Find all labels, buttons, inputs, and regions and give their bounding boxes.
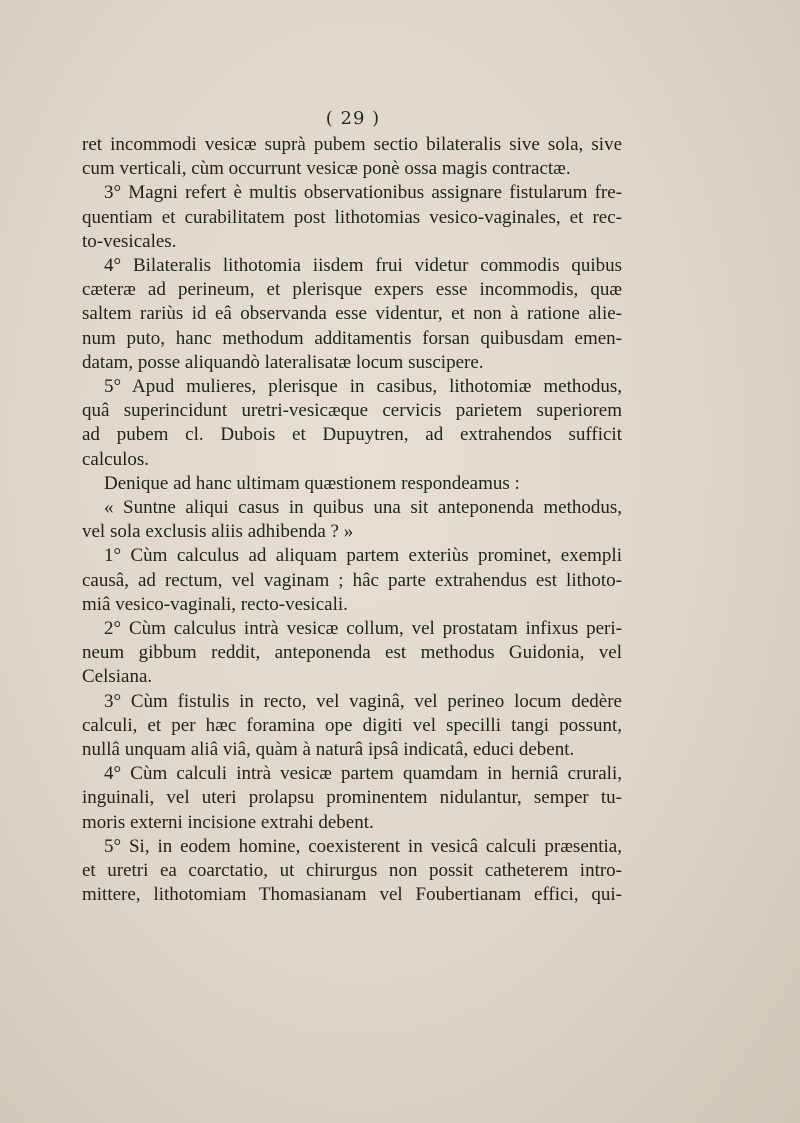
text-line: calculi, et per hæc foramina ope digiti vel specilli tangi possunt, xyxy=(82,714,622,736)
text-line: inguinali, vel uteri prolapsu prominentem nidulantur, semper tu- xyxy=(82,787,622,809)
text-line: 4° Bilateralis lithotomia iisdem frui videtur commodis quibus xyxy=(104,255,622,277)
text-line: et uretri ea coarctatio, ut chirurgus non possit catheterem intro- xyxy=(82,860,622,882)
text-line: nullâ unquam aliâ viâ, quàm à naturâ ipsâ indicatâ, educi debent. xyxy=(82,739,575,761)
text-line: moris externi incisione extrahi debent. xyxy=(82,811,374,833)
text-line: 2° Cùm calculus intrà vesicæ collum, vel prostatam infixus peri- xyxy=(104,618,622,640)
text-line: 1° Cùm calculus ad aliquam partem exteriùs prominet, exempli xyxy=(104,545,622,567)
text-line: quâ superincidunt uretri-vesicæque cervicis parietem superiorem xyxy=(82,400,622,422)
text-line: Celsiana. xyxy=(82,666,153,688)
text-line: saltem rariùs id eâ observanda esse videntur, et non à ratione alie- xyxy=(82,303,622,325)
text-line: ret incommodi vesicæ suprà pubem sectio bilateralis sive sola, sive xyxy=(82,134,622,155)
text-line: causâ, ad rectum, vel vaginam ; hâc parte extrahendus est lithoto- xyxy=(82,569,622,591)
text-line: « Suntne aliqui casus in quibus una sit anteponenda methodus, xyxy=(104,497,622,519)
text-line: neum gibbum reddit, anteponenda est methodus Guidonia, vel xyxy=(82,642,622,664)
text-line: miâ vesico-vaginali, recto-vesicali. xyxy=(82,593,348,615)
text-line: 4° Cùm calculi intrà vesicæ partem quamdam in herniâ crurali, xyxy=(104,763,622,785)
text-line: cum verticali, cùm occurrunt vesicæ ponè ossa magis contractæ. xyxy=(82,158,571,180)
text-line: quentiam et curabilitatem post lithotomias vesico-vaginales, et rec- xyxy=(82,206,622,228)
body-text xyxy=(82,133,622,908)
text-line: ad pubem cl. Dubois et Dupuytren, ad extrahendos sufficit xyxy=(82,424,622,446)
text-line: to-vesicales. xyxy=(82,230,177,252)
text-line: datam, posse aliquandò lateralisatæ locum suscipere. xyxy=(82,351,484,373)
text-line: 5° Si, in eodem homine, coexisterent in vesicâ calculi præsentia, xyxy=(104,835,622,857)
text-line: calculos. xyxy=(82,448,150,470)
text-line: Denique ad hanc ultimam quæstionem respondeamus : xyxy=(104,472,520,494)
text-line: num puto, hanc methodum additamentis forsan quibusdam emen- xyxy=(82,327,622,349)
page-number: ( 29 ) xyxy=(325,108,381,129)
text-line: vel sola exclusis aliis adhibenda ? » xyxy=(82,521,354,543)
text-line: 5° Apud mulieres, plerisque in casibus, lithotomiæ methodus, xyxy=(104,376,622,398)
text-line: cæteræ ad perineum, et plerisque expers esse incommodis, quæ xyxy=(82,279,622,301)
text-line: 3° Magni refert è multis observationibus assignare fistularum fre- xyxy=(104,182,622,204)
text-line: mittere, lithotomiam Thomasianam vel Foubertianam effici, qui- xyxy=(82,884,622,906)
text-line: 3° Cùm fistulis in recto, vel vaginâ, vel perineo locum dedère xyxy=(104,690,622,712)
